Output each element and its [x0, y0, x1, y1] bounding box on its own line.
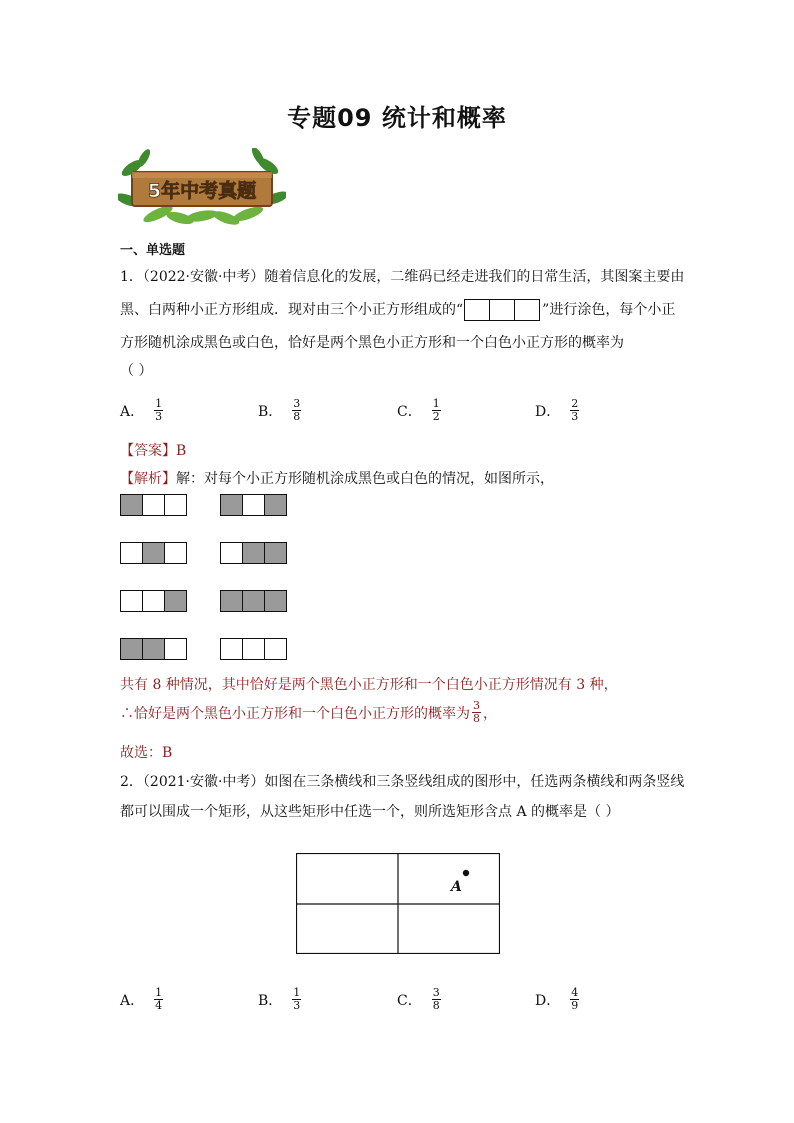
fraction: $\frac{1}{3}$	[155, 397, 163, 423]
q1-line-2	[120, 299, 675, 321]
q1-option-a[interactable]: A． $\frac{1}{3}$	[120, 397, 163, 423]
q1-option-b[interactable]: B． $\frac{3}{8}$	[258, 397, 301, 423]
black-square	[220, 494, 243, 516]
q1-options	[120, 398, 680, 428]
pattern-row	[221, 638, 287, 660]
pattern-row	[121, 542, 187, 564]
pattern-row	[221, 590, 287, 612]
q2-options	[120, 987, 680, 1017]
fraction: $\frac{2}{3}$	[571, 397, 579, 423]
black-square	[242, 542, 265, 564]
q1-option-c[interactable]: C． $\frac{1}{2}$	[397, 397, 440, 423]
fraction: $\frac{1}{4}$	[155, 986, 163, 1012]
q1-line-4: （ ）	[120, 363, 153, 379]
white-square	[242, 638, 265, 660]
q1-analysis: 【解析】解：对每个小正方形随机涂成黑色或白色的情况，如图所示，	[120, 471, 554, 487]
fraction: $\frac{3}{8}$	[473, 699, 480, 725]
black-square	[164, 590, 187, 612]
fraction: $\frac{3}{8}$	[293, 397, 301, 423]
white-square	[164, 542, 187, 564]
white-square	[220, 638, 243, 660]
fraction: $\frac{4}{9}$	[571, 986, 579, 1012]
badge-text: 5年中考真题	[147, 180, 257, 202]
black-square	[120, 638, 143, 660]
black-square	[264, 494, 287, 516]
section-heading: 一、单选题	[120, 243, 186, 258]
section-badge	[118, 148, 286, 226]
page-title: 专题09 统计和概率	[287, 104, 507, 132]
point-a-dot	[463, 870, 469, 876]
leaf-banner-icon	[118, 148, 286, 226]
pattern-row	[121, 638, 187, 660]
white-square	[142, 494, 165, 516]
q1-line-2b: ”进行涂色，每个小正	[542, 302, 676, 318]
fraction: $\frac{1}{3}$	[293, 986, 301, 1012]
q2-option-b[interactable]: B． $\frac{1}{3}$	[258, 986, 301, 1012]
white-square	[242, 494, 265, 516]
pattern-row	[121, 494, 187, 516]
q2-option-d[interactable]: D． $\frac{4}{9}$	[535, 986, 579, 1012]
three-squares-figure	[465, 299, 540, 321]
q1-conclusion: ∴恰好是两个黑色小正方形和一个白色小正方形的概率为 $\frac{3}{8}$ ，	[120, 699, 497, 725]
q1-option-d[interactable]: D． $\frac{2}{3}$	[535, 397, 579, 423]
black-square	[142, 542, 165, 564]
q1-line-1: 1．（2022·安徽·中考）随着信息化的发展，二维码已经走进我们的日常生活，其图案主要由	[120, 269, 685, 285]
black-square	[120, 494, 143, 516]
white-square	[142, 590, 165, 612]
q2-grid-figure	[296, 853, 500, 954]
black-square	[264, 590, 287, 612]
fraction: $\frac{1}{2}$	[432, 397, 440, 423]
q1-line-3: 方形随机涂成黑色或白色，恰好是两个黑色小正方形和一个白色小正方形的概率为	[120, 335, 624, 351]
white-square	[120, 542, 143, 564]
black-square	[142, 638, 165, 660]
black-square	[264, 542, 287, 564]
q2-option-a[interactable]: A． $\frac{1}{4}$	[120, 986, 163, 1012]
q2-option-c[interactable]: C． $\frac{3}{8}$	[397, 986, 440, 1012]
q1-answer: 【答案】B	[120, 443, 187, 459]
black-square	[242, 590, 265, 612]
q2-line-2: 都可以围成一个矩形，从这些矩形中任选一个，则所选矩形含点 A 的概率是（ ）	[120, 804, 620, 820]
q1-summary: 共有 8 种情况，其中恰好是两个黑色小正方形和一个白色小正方形情况有 3 种，	[120, 677, 618, 693]
white-square	[120, 590, 143, 612]
q1-line-2a: 黑、白两种小正方形组成．现对由三个小正方形组成的“	[120, 302, 464, 318]
white-square	[164, 494, 187, 516]
pattern-row	[121, 590, 187, 612]
pattern-row	[221, 542, 287, 564]
white-square	[264, 638, 287, 660]
point-a-label: A	[451, 879, 462, 895]
q2-line-1: 2．（2021·安徽·中考）如图在三条横线和三条竖线组成的图形中，任选两条横线和两条竖线	[120, 774, 685, 790]
q1-choice: 故选：B	[120, 745, 173, 761]
fraction: $\frac{3}{8}$	[432, 986, 440, 1012]
white-square	[164, 638, 187, 660]
white-square	[220, 542, 243, 564]
black-square	[220, 590, 243, 612]
pattern-row	[221, 494, 287, 516]
